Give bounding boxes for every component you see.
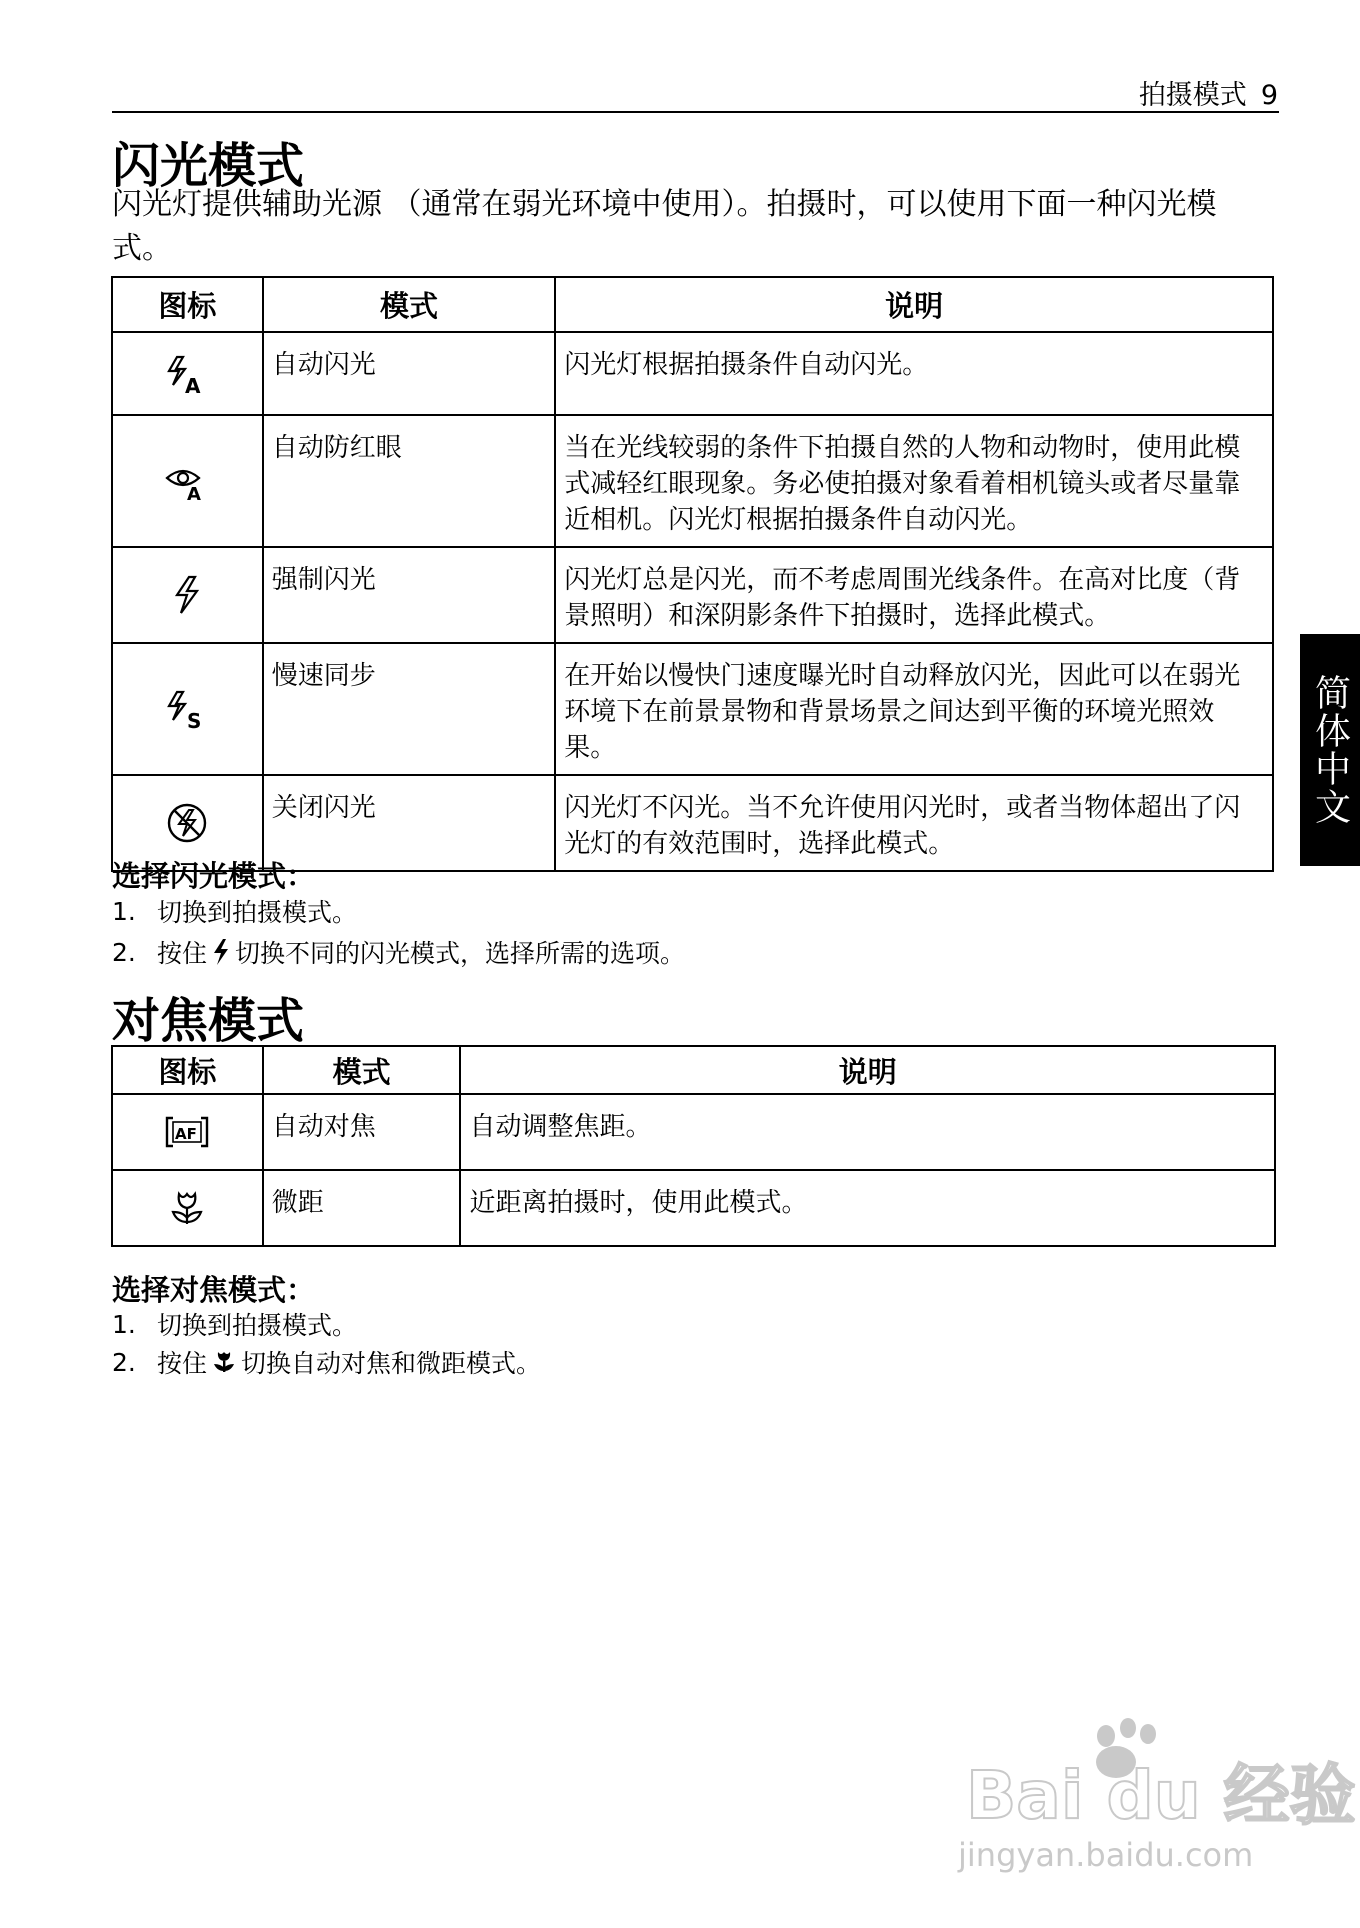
table-row bbox=[112, 332, 1273, 415]
flash-off-icon bbox=[164, 800, 210, 846]
focus-step-1 bbox=[112, 1306, 357, 1342]
table-row bbox=[112, 415, 1273, 547]
mode-description: 闪光灯总是闪光，而不考虑周围光线条件。在高对比度（背景照明）和深阴影条件下拍摄时，选择此模式。 bbox=[555, 547, 1273, 643]
step-text-after: 切换不同的闪光模式，选择所需的选项。 bbox=[235, 939, 686, 968]
flash-howto-title: 选择闪光模式： bbox=[112, 859, 316, 893]
column-header-desc: 说明 bbox=[460, 1046, 1275, 1094]
language-tab-label: 简体中文 bbox=[1309, 674, 1351, 826]
svg-text:A: A bbox=[187, 484, 202, 505]
focus-howto-title: 选择对焦模式： bbox=[112, 1273, 316, 1307]
step-text-after: 切换自动对焦和微距模式。 bbox=[241, 1349, 542, 1378]
flash-button-icon bbox=[211, 938, 231, 966]
watermark-logo: Bai du 经验 bbox=[966, 1757, 1356, 1834]
mode-description: 在开始以慢快门速度曝光时自动释放闪光，因此可以在弱光环境下在前景景物和背景场景之间达到平衡的环境光照效果。 bbox=[555, 643, 1273, 775]
watermark-url: jingyan.baidu.com bbox=[958, 1836, 1254, 1874]
macro-button-icon bbox=[211, 1349, 237, 1375]
step-number: 1. bbox=[112, 896, 136, 926]
step-text: 切换到拍摄模式。 bbox=[157, 1311, 358, 1340]
step-number: 1. bbox=[112, 1309, 136, 1339]
macro-icon bbox=[165, 1186, 209, 1230]
mode-name: 微距 bbox=[263, 1170, 461, 1246]
column-header-icon: 图标 bbox=[112, 1046, 263, 1094]
column-header-desc: 说明 bbox=[555, 277, 1273, 332]
mode-description: 闪光灯根据拍摄条件自动闪光。 bbox=[555, 332, 1273, 415]
mode-description: 近距离拍摄时，使用此模式。 bbox=[460, 1170, 1275, 1246]
table-row bbox=[112, 1094, 1275, 1170]
slow-sync-icon bbox=[163, 686, 211, 732]
column-header-icon: 图标 bbox=[112, 277, 263, 332]
mode-name: 自动防红眼 bbox=[263, 415, 556, 547]
svg-text:A: A bbox=[185, 373, 201, 398]
flash-section-title: 闪光模式 bbox=[112, 138, 305, 194]
mode-name: 强制闪光 bbox=[263, 547, 556, 643]
table-row bbox=[112, 1170, 1275, 1246]
step-number: 2. bbox=[112, 937, 136, 967]
mode-name: 自动闪光 bbox=[263, 332, 556, 415]
focus-step-2 bbox=[112, 1344, 541, 1380]
page-header bbox=[1139, 73, 1278, 112]
mode-name: 慢速同步 bbox=[263, 643, 556, 775]
svg-text:AF: AF bbox=[175, 1125, 198, 1143]
column-header-mode: 模式 bbox=[263, 1046, 461, 1094]
table-header-row bbox=[112, 277, 1273, 332]
mode-description: 自动调整焦距。 bbox=[460, 1094, 1275, 1170]
mode-description: 闪光灯不闪光。当不允许使用闪光时，或者当物体超出了闪光灯的有效范围时，选择此模式。 bbox=[555, 775, 1273, 871]
flash-auto-icon bbox=[163, 351, 211, 397]
mode-name: 关闭闪光 bbox=[263, 775, 556, 871]
flash-forced-icon bbox=[167, 573, 207, 617]
table-header-row bbox=[112, 1046, 1275, 1094]
table-row bbox=[112, 547, 1273, 643]
baidu-jingyan-watermark bbox=[966, 1718, 1356, 1834]
step-text: 切换到拍摄模式。 bbox=[157, 898, 358, 927]
autofocus-icon bbox=[163, 1112, 211, 1152]
column-header-mode: 模式 bbox=[263, 277, 556, 332]
step-text-before: 按住 bbox=[157, 1349, 208, 1378]
table-row bbox=[112, 643, 1273, 775]
red-eye-auto-icon bbox=[163, 458, 211, 504]
flash-intro: 闪光灯提供辅助光源 （通常在弱光环境中使用）。拍摄时，可以使用下面一种闪光模式。 bbox=[112, 187, 1217, 266]
step-text-before: 按住 bbox=[157, 939, 208, 968]
step-number: 2. bbox=[112, 1347, 136, 1377]
svg-text:S: S bbox=[187, 709, 202, 733]
page-number: 9 bbox=[1260, 80, 1278, 111]
flash-modes-table bbox=[111, 276, 1274, 872]
focus-modes-table bbox=[111, 1045, 1276, 1247]
flash-step-1 bbox=[112, 893, 357, 929]
header-title: 拍摄模式 bbox=[1138, 80, 1247, 111]
flash-step-2 bbox=[112, 934, 685, 970]
mode-name: 自动对焦 bbox=[263, 1094, 461, 1170]
header-rule bbox=[112, 111, 1279, 113]
focus-section-title: 对焦模式 bbox=[112, 993, 305, 1049]
mode-description: 当在光线较弱的条件下拍摄自然的人物和动物时，使用此模式减轻红眼现象。务必使拍摄对象看着相机镜头或者尽量靠近相机。闪光灯根据拍摄条件自动闪光。 bbox=[555, 415, 1273, 547]
language-tab bbox=[1300, 634, 1360, 866]
